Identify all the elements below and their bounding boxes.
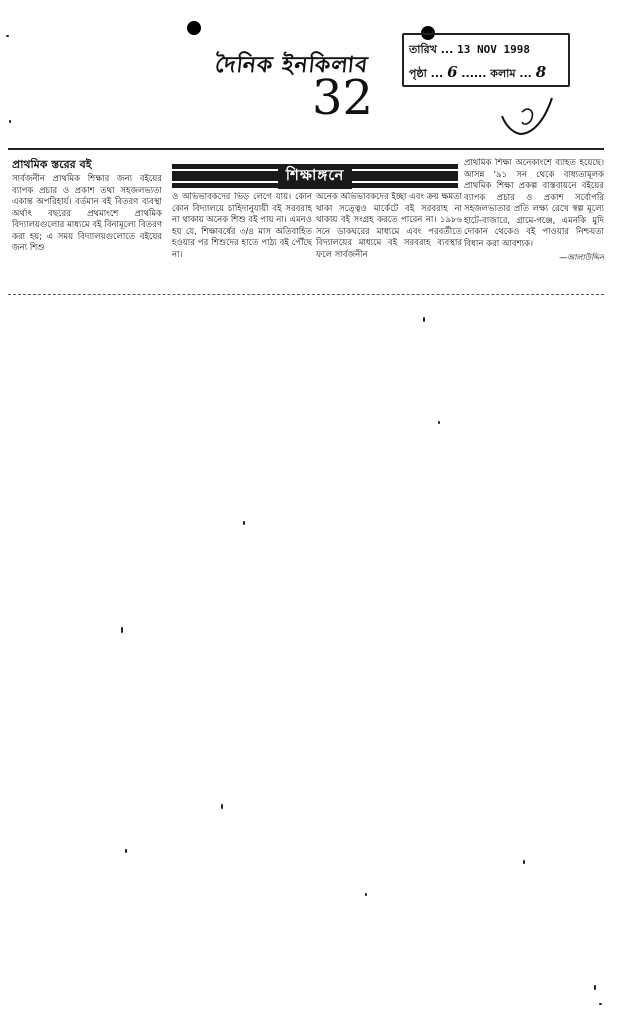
stamp-page-value: 6 xyxy=(447,63,458,81)
date-stamp: তারিখ ... 13 NOV 1998 পৃষ্ঠা ... 6 ...... কলাম ... 8 xyxy=(402,33,570,87)
article-column xyxy=(464,158,604,288)
article-headline: প্রাথমিক স্তরের বই xyxy=(12,158,92,171)
stamp-date-label: তারিখ xyxy=(409,43,437,56)
newspaper-clipping xyxy=(8,148,604,295)
section-banner xyxy=(172,164,458,188)
stamp-date-value: 13 NOV 1998 xyxy=(457,43,530,56)
scan-speck xyxy=(125,849,127,853)
article-column xyxy=(172,192,312,322)
scan-speck xyxy=(423,317,425,322)
scan-speck xyxy=(594,985,596,990)
scan-speck xyxy=(221,804,223,809)
article-column-text: প্রাথমিক শিক্ষা অনেকাংশে ব্যাহত হয়েছে। আসন্ন '৯১ সন থেকে বাধ্যতামূলক প্রাথমিক শিক্ষা প্রকল্প বাস্তবায়নে বইয়ের ব্যাপক প্রচার ও প্রকাশ সর্বোপরি সহজলভ্যতার প্রতি লক্ষ্য রেখে স্বল্প মূল্যে হাটে-বাজারে, গ্রামে-গঞ্জে, এমনকি মুদি দোকান থেকেও বই পাওয়ার নিশ্চয়তা বিধান করা আবশ্যক। xyxy=(464,158,604,249)
scan-speck xyxy=(243,521,245,525)
scan-speck xyxy=(365,893,367,896)
newspaper-masthead: দৈনিক ইনকিলাব xyxy=(213,53,370,78)
stamp-page-label: পৃষ্ঠা xyxy=(409,67,427,80)
handwritten-check-mark-icon xyxy=(498,92,556,138)
article-column-text: অনেক অভিভাবকদের ইচ্ছা এবং ক্রয় ক্ষমতা থাকা সত্ত্বেও মার্কেটে বই সরবরাহ না থাকায় বই সংগ্রহ করতে পারেন না। ১৯৮৬ সনে ডাকঘরের মাধ্যমে এবং পরবর্তীতে বিদ্যালয়ের মাধ্যমে বই সরবরাহ ব্যবস্থার ফলে সার্বজনীন xyxy=(316,192,462,260)
handwritten-number: 32 xyxy=(312,70,374,126)
scan-speck xyxy=(121,627,123,633)
article-column-text: ও অভিভাবকদের ভিড় লেগে যায়। কোন কোন বিদ্যালয়ে চাহিদানুযায়ী বই সরবরাহ না থাকায় অনেক শিশু বই পায় না। এমনও হয় যে, শিক্ষাবর্ষের ৩/৪ মাস অতিবাহিত হওয়ার পর শিশুদের হাতে পাঠ্য বই পৌঁছে না। xyxy=(172,192,312,260)
article-column xyxy=(12,158,162,288)
scan-speck xyxy=(438,421,440,424)
article-column-text: সার্বজনীন প্রাথমিক শিক্ষার জন্য বইয়ের ব্যাপক প্রচার ও প্রকাশ তথা সহজলভ্যতা একান্ত অপরিহার্য। বর্তমান বই বিতরণ ব্যবস্থা অর্থাৎ বছরের প্রথমাংশে প্রাথমিক বিদ্যালয়গুলোর মাধ্যমে বই বিনামূল্যে বিতরণ করা হয়; এ সময় বিদ্যালয়গুলোতে বইয়ের জন্য শিশু xyxy=(12,174,162,253)
scan-speck xyxy=(6,35,9,37)
scan-speck xyxy=(599,1003,602,1005)
stamp-column-value: 8 xyxy=(535,63,547,81)
scan-speck xyxy=(523,860,525,864)
stamp-column-label: কলাম xyxy=(490,67,516,80)
section-banner-title: শিক্ষাঙ্গনে xyxy=(278,164,353,189)
scan-speck xyxy=(9,120,11,123)
article-column xyxy=(316,192,462,322)
punch-hole xyxy=(187,21,201,35)
article-signoff: —আলাউদ্দিন xyxy=(559,253,604,262)
